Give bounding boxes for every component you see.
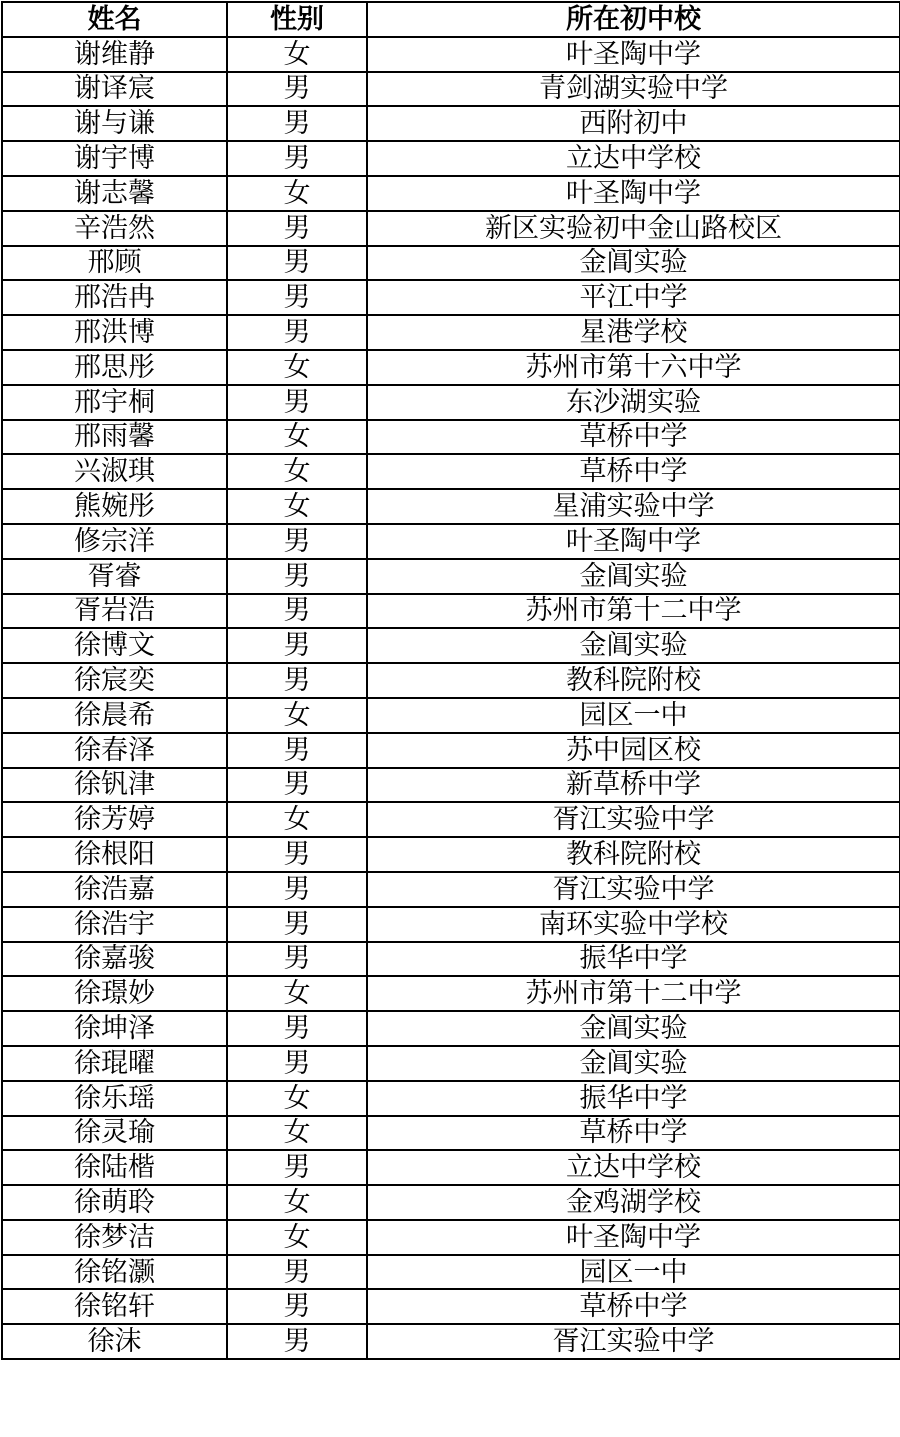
cell-gender: 女 <box>227 1081 367 1116</box>
table-row <box>2 907 900 942</box>
cell-gender: 女 <box>227 489 367 524</box>
cell-school: 西附初中 <box>367 106 900 141</box>
cell-name: 徐璟妙 <box>2 976 227 1011</box>
cell-gender: 女 <box>227 37 367 72</box>
cell-gender: 男 <box>227 385 367 420</box>
cell-gender: 男 <box>227 280 367 315</box>
table-row <box>2 176 900 211</box>
cell-gender: 男 <box>227 1289 367 1324</box>
cell-gender: 女 <box>227 1220 367 1255</box>
table-row <box>2 594 900 629</box>
cell-name: 谢与谦 <box>2 106 227 141</box>
cell-name: 谢宇博 <box>2 141 227 176</box>
cell-school: 振华中学 <box>367 942 900 977</box>
cell-gender: 男 <box>227 246 367 281</box>
table-row <box>2 37 900 72</box>
cell-gender: 男 <box>227 211 367 246</box>
cell-school: 振华中学 <box>367 1081 900 1116</box>
cell-school: 胥江实验中学 <box>367 802 900 837</box>
cell-gender: 女 <box>227 1116 367 1151</box>
cell-name: 徐沫 <box>2 1324 227 1359</box>
cell-gender: 男 <box>227 315 367 350</box>
table-row <box>2 489 900 524</box>
student-roster-table <box>1 1 900 1360</box>
cell-school: 草桥中学 <box>367 1116 900 1151</box>
cell-school: 星港学校 <box>367 315 900 350</box>
cell-gender: 女 <box>227 698 367 733</box>
cell-school: 胥江实验中学 <box>367 872 900 907</box>
cell-gender: 男 <box>227 1255 367 1290</box>
cell-name: 修宗洋 <box>2 524 227 559</box>
table-row <box>2 315 900 350</box>
table-row <box>2 802 900 837</box>
cell-school: 草桥中学 <box>367 454 900 489</box>
table-row <box>2 942 900 977</box>
cell-gender: 男 <box>227 1011 367 1046</box>
cell-school: 草桥中学 <box>367 1289 900 1324</box>
table-row <box>2 524 900 559</box>
cell-gender: 男 <box>227 907 367 942</box>
cell-school: 苏州市第十六中学 <box>367 350 900 385</box>
cell-name: 邢雨馨 <box>2 420 227 455</box>
cell-gender: 男 <box>227 72 367 107</box>
table-row <box>2 1116 900 1151</box>
cell-gender: 男 <box>227 628 367 663</box>
cell-name: 徐根阳 <box>2 837 227 872</box>
table-row <box>2 1011 900 1046</box>
cell-gender: 女 <box>227 454 367 489</box>
cell-name: 徐春泽 <box>2 733 227 768</box>
table-row <box>2 1220 900 1255</box>
cell-school: 叶圣陶中学 <box>367 524 900 559</box>
cell-school: 金阊实验 <box>367 559 900 594</box>
table-row <box>2 837 900 872</box>
table-row <box>2 1324 900 1359</box>
table-row <box>2 106 900 141</box>
cell-school: 金阊实验 <box>367 1011 900 1046</box>
cell-gender: 男 <box>227 1150 367 1185</box>
cell-name: 邢宇桐 <box>2 385 227 420</box>
cell-school: 立达中学校 <box>367 1150 900 1185</box>
cell-school: 园区一中 <box>367 698 900 733</box>
cell-name: 徐萌聆 <box>2 1185 227 1220</box>
cell-school: 东沙湖实验 <box>367 385 900 420</box>
cell-school: 叶圣陶中学 <box>367 37 900 72</box>
cell-name: 谢志馨 <box>2 176 227 211</box>
cell-gender: 女 <box>227 420 367 455</box>
cell-school: 新草桥中学 <box>367 768 900 803</box>
cell-name: 谢维静 <box>2 37 227 72</box>
cell-name: 徐铭灏 <box>2 1255 227 1290</box>
header-school: 所在初中校 <box>367 2 900 37</box>
cell-name: 徐晨希 <box>2 698 227 733</box>
cell-school: 草桥中学 <box>367 420 900 455</box>
cell-gender: 女 <box>227 802 367 837</box>
header-name: 姓名 <box>2 2 227 37</box>
cell-school: 立达中学校 <box>367 141 900 176</box>
table-row <box>2 628 900 663</box>
table-row <box>2 141 900 176</box>
cell-school: 教科院附校 <box>367 837 900 872</box>
cell-name: 熊婉彤 <box>2 489 227 524</box>
header-gender: 性别 <box>227 2 367 37</box>
header-row <box>2 2 900 37</box>
table-row <box>2 1081 900 1116</box>
cell-school: 金鸡湖学校 <box>367 1185 900 1220</box>
table-row <box>2 350 900 385</box>
cell-gender: 女 <box>227 176 367 211</box>
cell-gender: 男 <box>227 524 367 559</box>
cell-name: 徐浩宇 <box>2 907 227 942</box>
table-row <box>2 385 900 420</box>
table-row <box>2 768 900 803</box>
cell-school: 园区一中 <box>367 1255 900 1290</box>
cell-school: 苏州市第十二中学 <box>367 594 900 629</box>
table-row <box>2 976 900 1011</box>
table-row <box>2 246 900 281</box>
cell-school: 平江中学 <box>367 280 900 315</box>
cell-school: 星浦实验中学 <box>367 489 900 524</box>
cell-school: 叶圣陶中学 <box>367 176 900 211</box>
cell-school: 南环实验中学校 <box>367 907 900 942</box>
cell-name: 邢浩冉 <box>2 280 227 315</box>
cell-name: 谢译宸 <box>2 72 227 107</box>
cell-gender: 男 <box>227 872 367 907</box>
cell-gender: 男 <box>227 1324 367 1359</box>
table-row <box>2 663 900 698</box>
table-row <box>2 1046 900 1081</box>
cell-gender: 男 <box>227 837 367 872</box>
table-row <box>2 698 900 733</box>
cell-name: 邢洪博 <box>2 315 227 350</box>
cell-gender: 男 <box>227 942 367 977</box>
table-row <box>2 211 900 246</box>
table-row <box>2 559 900 594</box>
cell-name: 胥睿 <box>2 559 227 594</box>
table-row <box>2 733 900 768</box>
cell-name: 徐浩嘉 <box>2 872 227 907</box>
cell-school: 金阊实验 <box>367 628 900 663</box>
cell-school: 胥江实验中学 <box>367 1324 900 1359</box>
table-row <box>2 280 900 315</box>
cell-name: 徐嘉骏 <box>2 942 227 977</box>
cell-gender: 男 <box>227 141 367 176</box>
cell-name: 徐乐瑶 <box>2 1081 227 1116</box>
cell-name: 徐博文 <box>2 628 227 663</box>
cell-gender: 女 <box>227 976 367 1011</box>
cell-name: 徐灵瑜 <box>2 1116 227 1151</box>
cell-name: 徐陆楷 <box>2 1150 227 1185</box>
cell-name: 胥岩浩 <box>2 594 227 629</box>
cell-school: 金阊实验 <box>367 246 900 281</box>
table-row <box>2 1185 900 1220</box>
cell-school: 新区实验初中金山路校区 <box>367 211 900 246</box>
cell-name: 徐芳婷 <box>2 802 227 837</box>
table-row <box>2 1150 900 1185</box>
cell-gender: 男 <box>227 106 367 141</box>
table-row <box>2 420 900 455</box>
table-header <box>2 2 900 37</box>
cell-gender: 女 <box>227 1185 367 1220</box>
cell-school: 叶圣陶中学 <box>367 1220 900 1255</box>
cell-name: 徐坤泽 <box>2 1011 227 1046</box>
table-row <box>2 872 900 907</box>
cell-gender: 男 <box>227 663 367 698</box>
cell-gender: 女 <box>227 350 367 385</box>
cell-school: 苏州市第十二中学 <box>367 976 900 1011</box>
cell-gender: 男 <box>227 768 367 803</box>
cell-name: 徐梦洁 <box>2 1220 227 1255</box>
table-body <box>2 37 900 1359</box>
table-row <box>2 1289 900 1324</box>
table-row <box>2 1255 900 1290</box>
cell-name: 徐铭轩 <box>2 1289 227 1324</box>
cell-name: 徐钒津 <box>2 768 227 803</box>
cell-school: 教科院附校 <box>367 663 900 698</box>
table-row <box>2 72 900 107</box>
table-row <box>2 454 900 489</box>
cell-gender: 男 <box>227 1046 367 1081</box>
cell-school: 苏中园区校 <box>367 733 900 768</box>
cell-name: 辛浩然 <box>2 211 227 246</box>
cell-name: 徐琨曜 <box>2 1046 227 1081</box>
cell-name: 邢思彤 <box>2 350 227 385</box>
cell-school: 青剑湖实验中学 <box>367 72 900 107</box>
cell-name: 邢顾 <box>2 246 227 281</box>
cell-gender: 男 <box>227 594 367 629</box>
cell-name: 徐宸奕 <box>2 663 227 698</box>
cell-gender: 男 <box>227 733 367 768</box>
cell-name: 兴淑琪 <box>2 454 227 489</box>
cell-school: 金阊实验 <box>367 1046 900 1081</box>
cell-gender: 男 <box>227 559 367 594</box>
